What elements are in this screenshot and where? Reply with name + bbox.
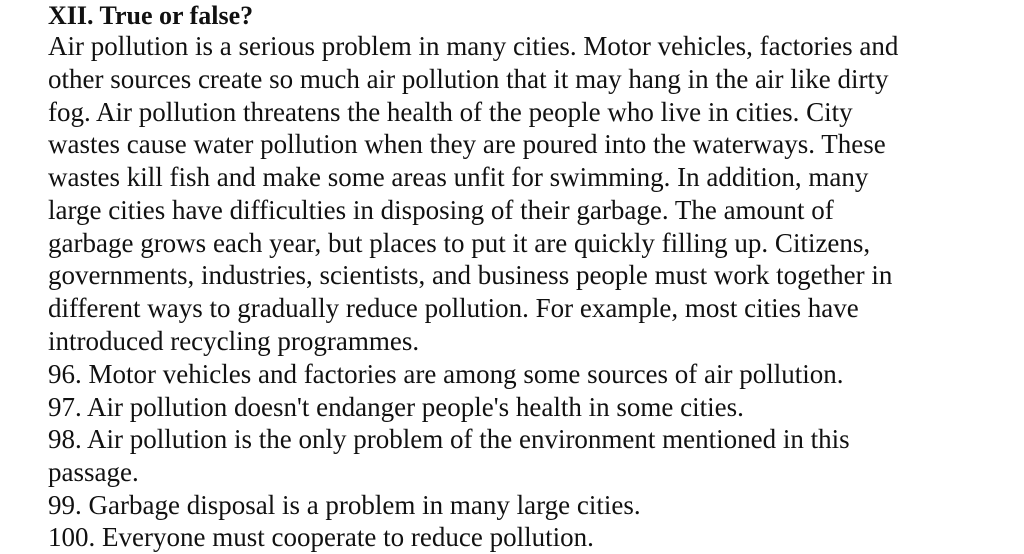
passage-line: wastes kill fish and make some areas unfit for swimming. In addition, many [48, 162, 869, 192]
section-heading: XII. True or false? [48, 1, 254, 30]
statement-99: 99. Garbage disposal is a problem in many large cities. [48, 490, 641, 520]
passage-line: large cities have difficulties in disposing of their garbage. The amount of [48, 195, 834, 225]
passage-line: garbage grows each year, but places to put it are quickly filling up. Citizens, [48, 228, 871, 258]
statement-98: 98. Air pollution is the only problem of the environment mentioned in this [48, 424, 850, 454]
passage-line: Air pollution is a serious problem in many cities. Motor vehicles, factories and [48, 31, 899, 61]
statement-98-continuation: passage. [48, 457, 139, 487]
passage-line: different ways to gradually reduce pollution. For example, most cities have [48, 293, 859, 323]
statement-97: 97. Air pollution doesn't endanger people's health in some cities. [48, 392, 744, 422]
passage-line: fog. Air pollution threatens the health of the people who live in cities. City [48, 97, 853, 127]
passage-line: introduced recycling programmes. [48, 326, 420, 356]
statement-100: 100. Everyone must cooperate to reduce pollution. [48, 522, 594, 552]
passage-line: other sources create so much air pollution that it may hang in the air like dirty [48, 64, 889, 94]
passage-line: wastes cause water pollution when they are poured into the waterways. These [48, 129, 886, 159]
statement-96: 96. Motor vehicles and factories are among some sources of air pollution. [48, 359, 844, 389]
passage-line: governments, industries, scientists, and business people must work together in [48, 260, 893, 290]
